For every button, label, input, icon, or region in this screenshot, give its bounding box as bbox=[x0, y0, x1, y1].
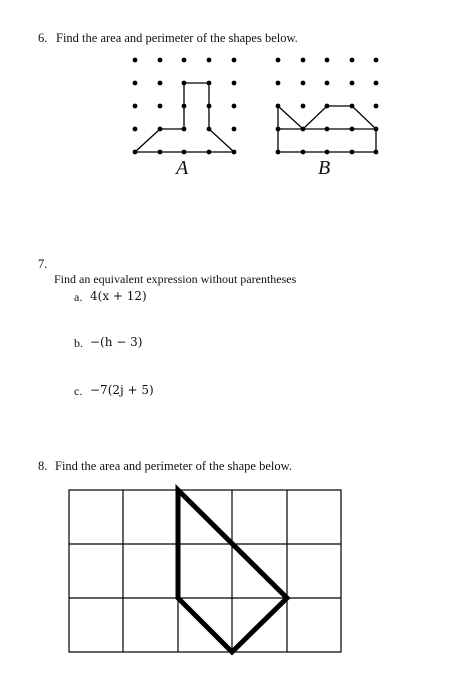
q6-number: 6. bbox=[38, 31, 48, 45]
q7c-letter: c. bbox=[74, 384, 83, 398]
q7b-letter: b. bbox=[74, 336, 83, 350]
q6-text: Find the area and perimeter of the shapes below. bbox=[56, 31, 298, 45]
shape-a-outline bbox=[135, 83, 234, 152]
q7b-expression: −(h − 3) bbox=[90, 335, 143, 349]
shape-b-label: B bbox=[318, 157, 331, 179]
q7c-expression: −7(2j + 5) bbox=[90, 383, 154, 397]
q7-number: 7. bbox=[38, 257, 48, 271]
q7a-letter: a. bbox=[74, 290, 83, 304]
shape-a-label: A bbox=[176, 157, 189, 179]
q7-text: Find an equivalent expression without parentheses bbox=[54, 272, 297, 286]
q8-number: 8. bbox=[38, 459, 48, 473]
q8-text: Find the area and perimeter of the shape below. bbox=[55, 459, 292, 473]
q7a-expression: 4(x + 12) bbox=[90, 289, 147, 303]
